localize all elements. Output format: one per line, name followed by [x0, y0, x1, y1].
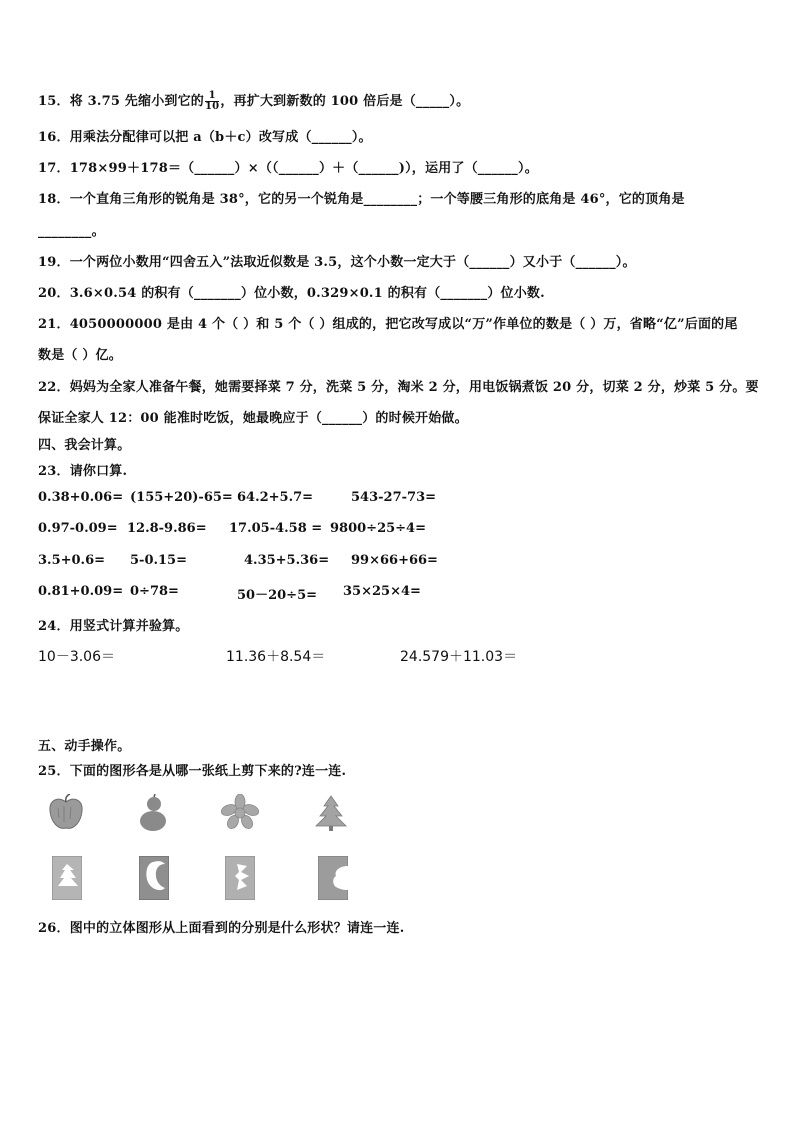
calc-item: 35×25×4=: [343, 584, 421, 599]
question-15: [38, 90, 469, 112]
calc-item: 0.38+0.06=: [38, 490, 124, 505]
question-22-line2: 保证全家人 12：00 能准时吃饭，她最晚应于（______）的时候开始做。: [38, 411, 468, 426]
question-25: 25．下面的图形各是从哪一张纸上剪下来的?连一连.: [38, 764, 347, 779]
fraction: [205, 91, 219, 112]
calc-item: 17.05-4.58 =: [229, 521, 323, 536]
paper-sheet-1-icon: [52, 856, 82, 900]
question-26: 26．图中的立体图形从上面看到的分别是什么形状？请连一连.: [38, 921, 405, 936]
calc-item: 99×66+66=: [351, 553, 438, 568]
vertical-calc-item: 24.579＋11.03＝: [400, 649, 518, 665]
calc-item: (155+20)-65=: [130, 490, 233, 505]
calc-item: 3.5+0.6=: [38, 553, 106, 568]
question-18-line1: 18．一个直角三角形的锐角是 38°，它的另一个锐角是________；一个等腰三角形的底角是 46°，它的顶角是: [38, 192, 685, 207]
vertical-calc-item: 11.36＋8.54＝: [226, 649, 326, 665]
calc-item: 0.81+0.09=: [38, 584, 124, 599]
question-19: 19．一个两位小数用“四舍五入”法取近似数是 3.5，这个小数一定大于（______）又小于（______）。: [38, 255, 636, 270]
question-18-line2: ________。: [38, 224, 105, 239]
paper-sheet-4-icon: [318, 856, 348, 900]
question-17: 17．178×99＋178＝（______）×（（______）＋（______)），运用了（______）。: [38, 161, 538, 176]
question-20: 20．3.6×0.54 的积有（_______）位小数，0.329×0.1 的积有（_______）位小数.: [38, 286, 545, 301]
question-24: 24．用竖式计算并验算。: [38, 619, 189, 634]
vertical-calc-item: 10－3.06＝: [38, 649, 115, 665]
question-22-line1: 22．妈妈为全家人准备午餐，她需要择菜 7 分，洗菜 5 分，淘米 2 分，用电饭锅煮饭 20 分，切菜 2 分，炒菜 5 分。要: [38, 380, 759, 395]
calc-item: 64.2+5.7=: [237, 490, 314, 505]
tree-shape-icon: [314, 794, 348, 832]
question-21-line2: 数是（ ）亿。: [38, 348, 122, 363]
gourd-shape-icon: [138, 794, 168, 832]
calc-item: 0÷78=: [130, 584, 179, 599]
fraction-numerator: 1: [205, 91, 219, 102]
q15-prefix: 15．将 3.75 先缩小到它的: [38, 94, 205, 109]
paper-sheet-2-icon: [139, 856, 169, 900]
section-5-heading: 五、动手操作。: [38, 739, 131, 754]
calc-item: 12.8-9.86=: [127, 521, 207, 536]
calc-item: 50－20÷5=: [237, 588, 318, 603]
paper-sheet-3-icon: [225, 856, 255, 900]
question-21-line1: 21．4050000000 是由 4 个（ ）和 5 个（ ）组成的，把它改写成以“万”作单位的数是（ ）万，省略“亿”后面的尾: [38, 317, 738, 332]
calc-item: 5-0.15=: [130, 553, 187, 568]
calc-item: 4.35+5.36=: [244, 553, 330, 568]
question-23: 23．请你口算.: [38, 464, 128, 479]
section-4-heading: 四、我会计算。: [38, 438, 131, 453]
calc-item: 9800÷25÷4=: [330, 521, 426, 536]
q15-suffix: ，再扩大到新数的 100 倍后是（_____）。: [220, 94, 470, 109]
flower-shape-icon: [221, 794, 259, 830]
calc-item: 543-27-73=: [351, 490, 437, 505]
calc-item: 0.97-0.09=: [38, 521, 118, 536]
apple-shape-icon: [48, 794, 84, 832]
fraction-denominator: 10: [205, 101, 220, 112]
question-16: 16．用乘法分配律可以把 a（b＋c）改写成（______）。: [38, 130, 372, 145]
